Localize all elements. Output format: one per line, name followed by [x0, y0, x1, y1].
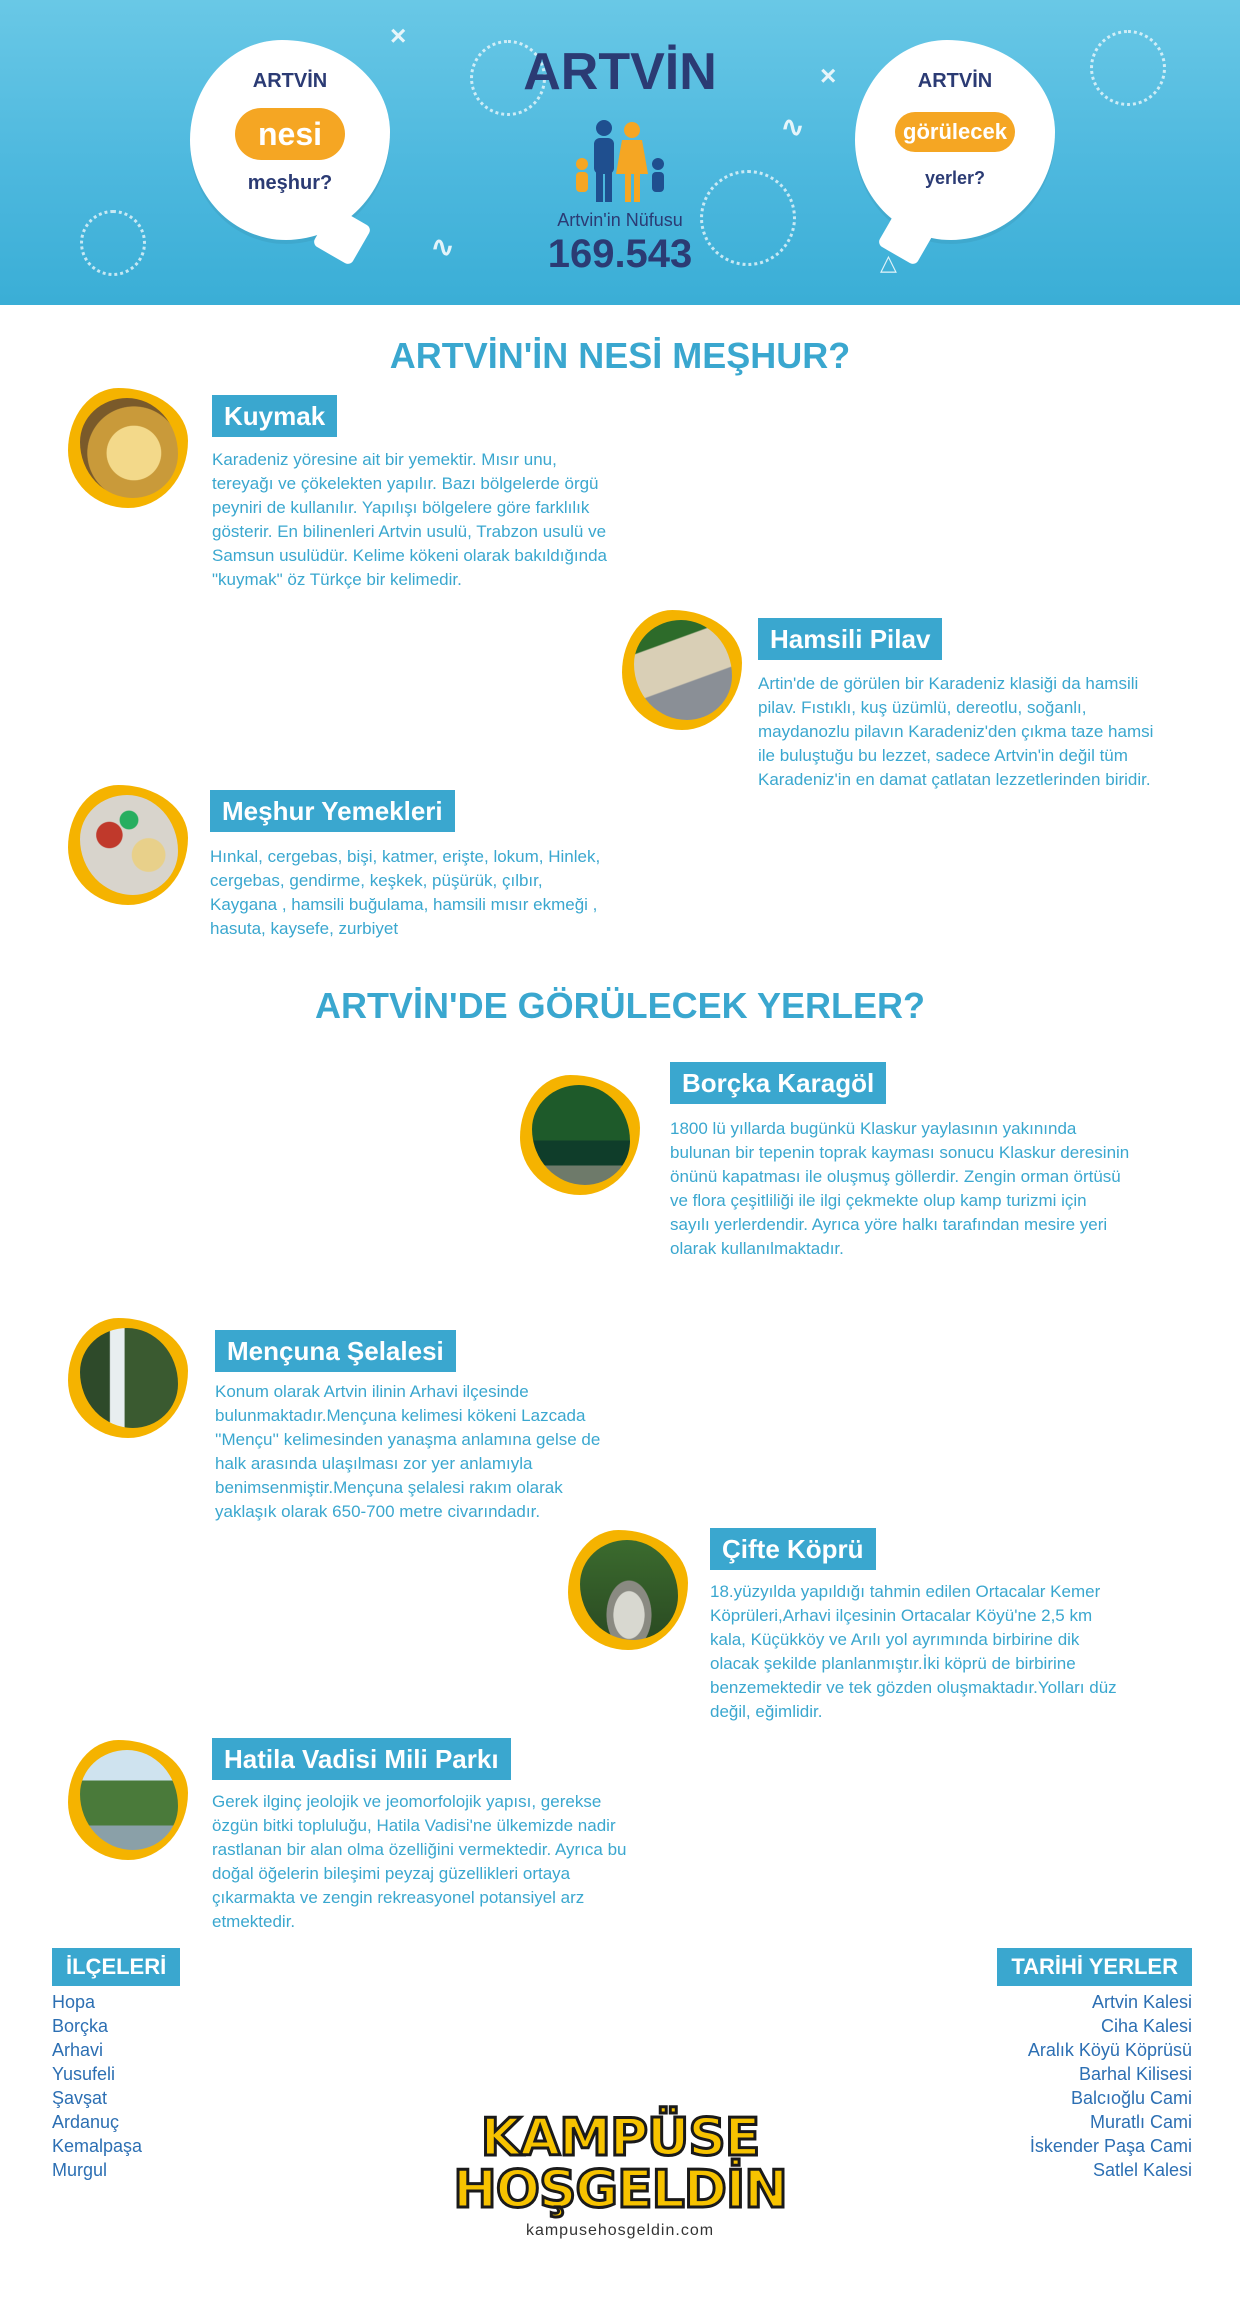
list-item: Aralık Köyü Köprüsü — [1027, 2040, 1192, 2060]
list-item: Arhavi — [52, 2040, 104, 2060]
cifte-kopru-text: 18.yüzyılda yapıldığı tahmin edilen Ortacalar Kemer Köprüleri,Arhavi ilçesinin Ortacalar Köyü'ne 2,5 km kala, Küçükköy ve Arılı yol ayrımında birbirine dik olacak şekilde planlanmıştır.İki köprü de birbirine benzemektedir ve tek gözden oluşmaktadır.Yolları düz değil, eğimlidir. — [710, 1582, 1117, 1721]
list-item: Yusufeli — [52, 2064, 116, 2084]
list-item: Hopa — [52, 1992, 96, 2012]
cifte-kopru-image — [580, 1540, 678, 1640]
logo-line1: KAMPÜSE — [480, 2108, 760, 2168]
districts-header: İLÇELERİ — [52, 1948, 180, 1986]
cifte-kopru-photo — [568, 1530, 688, 1650]
meshur-yemekleri-photo — [68, 785, 188, 905]
right-bubble-top: ARTVİN — [917, 70, 993, 92]
family-icon — [570, 118, 670, 208]
hatila-vadisi-image — [80, 1750, 178, 1850]
hatila-vadisi-text: Gerek ilginç jeolojik ve jeomorfolojik yapısı, gerekse özgün bitki topluluğu, Hatila Vadisi'ne ülkemizde nadir rastlanan bir alan olma özelliğini vermektedir. Ayrıca bu doğal öğelerin bileşimi peyzaj güzellikleri ortaya çıkarmakta ve zengin rekreasyonel potansiyel arz etmektedir. — [212, 1792, 627, 1931]
hamsili-pilav-text: Artin'de de görülen bir Karadeniz klasiği da hamsili pilav. Fıstıklı, kuş üzümlü, dereotlu, soğanlı, maydanozlu pilavın Karadeniz'den çıkma taze hamsi ile buluştuğu bu lezzet, sadece Artvin'in değil tüm Karadeniz'in en damat çatlatan lezzetlerinden biridir. — [758, 674, 1154, 789]
list-item: Kemalpaşa — [52, 2136, 143, 2156]
cifte-kopru-label: Çifte Köprü — [710, 1528, 876, 1570]
hatila-vadisi-photo — [68, 1740, 188, 1860]
mencuna-selalesi-text: Konum olarak Artvin ilinin Arhavi ilçesinde bulunmaktadır.Mençuna kelimesi kökeni Lazcada ''Mençu'' kelimesinden yanaşma anlamına gelse de halk arasında ulaşılması zor yer anlamıyla benimsenmiştir.Mençuna şelalesi rakım olarak yaklaşık olarak 650-700 metre civarındadır. — [215, 1382, 601, 1521]
decor-wave-icon: ∿ — [780, 111, 806, 144]
list-item: Artvin Kalesi — [1091, 1992, 1192, 2012]
list-item: Borçka — [52, 2016, 109, 2036]
kuymak-text: Karadeniz yöresine ait bir yemektir. Mısır unu, tereyağı ve çökelekten yapılır. Bazı bölgelerde örgü peyniri de kullanılır. Yapılışı bölgelere göre farklılık gösterir. En bilinenleri Artvin usulü, Trabzon usulü ve Samsun usulüdür. Kelime kökeni olarak bakıldığında "kuymak" öz Türkçe bir kelimedir. — [212, 450, 608, 589]
page-title: ARTVİN — [523, 43, 717, 101]
meshur-yemekleri-image — [80, 795, 178, 895]
list-item: Murgul — [52, 2160, 108, 2180]
hatila-vadisi-label: Hatila Vadisi Mili Parkı — [212, 1738, 511, 1780]
list-item: Ardanuç — [52, 2112, 120, 2132]
right-bubble-bottom: yerler? — [924, 168, 986, 188]
left-bubble-top: ARTVİN — [252, 70, 328, 92]
mencuna-selalesi-photo — [68, 1318, 188, 1438]
mencuna-selalesi-image — [80, 1328, 178, 1428]
hamsili-pilav-image — [634, 620, 732, 720]
decor-cross-icon: × — [390, 20, 407, 51]
left-bubble-pill: nesi — [235, 108, 345, 160]
historic-header: TARİHİ YERLER — [997, 1948, 1192, 1986]
borcka-karagol-text: 1800 lü yıllarda bugünkü Klaskur yaylasının yakınında bulunan bir tepenin toprak kayması sonucu Klaskur deresinin önünü kapatması ile oluşmuş göllerdir. Zengin orman örtüsü ve flora çeşitliliği ile ilgi çekmekte olup kamp turizmi için sayılı yerlerdendir. Ayrıca yöre halkı tarafından mesire yeri olarak kullanılmaktadır. — [670, 1119, 1130, 1258]
meshur-yemekleri-label: Meşhur Yemekleri — [210, 790, 455, 832]
right-bubble-pill: görülecek — [895, 112, 1015, 152]
list-item: Satlel Kalesi — [1092, 2160, 1192, 2180]
list-item: Şavşat — [52, 2088, 108, 2108]
logo-url: kampusehosgeldin.com — [525, 2222, 715, 2239]
list-item: Muratlı Cami — [1089, 2112, 1192, 2132]
kuymak-label: Kuymak — [212, 395, 337, 437]
header-banner — [0, 0, 1240, 305]
kampuse-logo — [0, 2108, 1240, 2240]
list-item: Balcıoğlu Cami — [1070, 2088, 1192, 2108]
borcka-karagol-image — [532, 1085, 630, 1185]
list-item: Ciha Kalesi — [1100, 2016, 1192, 2036]
hamsili-pilav-photo — [622, 610, 742, 730]
logo-line2: HOŞGELDİN — [453, 2160, 787, 2220]
decor-triangle-icon: △ — [880, 250, 897, 275]
borcka-karagol-label: Borçka Karagöl — [670, 1062, 886, 1104]
kuymak-image — [80, 398, 178, 498]
kuymak-photo — [68, 388, 188, 508]
list-item: İskender Paşa Cami — [1029, 2136, 1192, 2156]
meshur-yemekleri-text: Hınkal, cergebas, bişi, katmer, erişte, lokum, Hinlek, cergebas, gendirme, keşkek, püşürük, çılbır, Kaygana , hamsili buğulama, hamsili mısır ekmeği , hasuta, kaysefe, zurbiyet — [210, 847, 601, 938]
decor-cross-icon: × — [820, 60, 837, 91]
hamsili-pilav-label: Hamsili Pilav — [758, 618, 942, 660]
decor-wave-icon: ∿ — [430, 231, 456, 264]
population-label: Artvin'in Nüfusu — [557, 210, 683, 230]
left-bubble-bottom: meşhur? — [247, 172, 333, 194]
mencuna-selalesi-label: Mençuna Şelalesi — [215, 1330, 456, 1372]
population-value: 169.543 — [547, 232, 693, 276]
borcka-karagol-photo — [520, 1075, 640, 1195]
list-item: Barhal Kilisesi — [1078, 2064, 1192, 2084]
places-section-title: ARTVİN'DE GÖRÜLECEK YERLER? — [315, 985, 925, 1026]
famous-section-title: ARTVİN'İN NESİ MEŞHUR? — [389, 335, 851, 376]
